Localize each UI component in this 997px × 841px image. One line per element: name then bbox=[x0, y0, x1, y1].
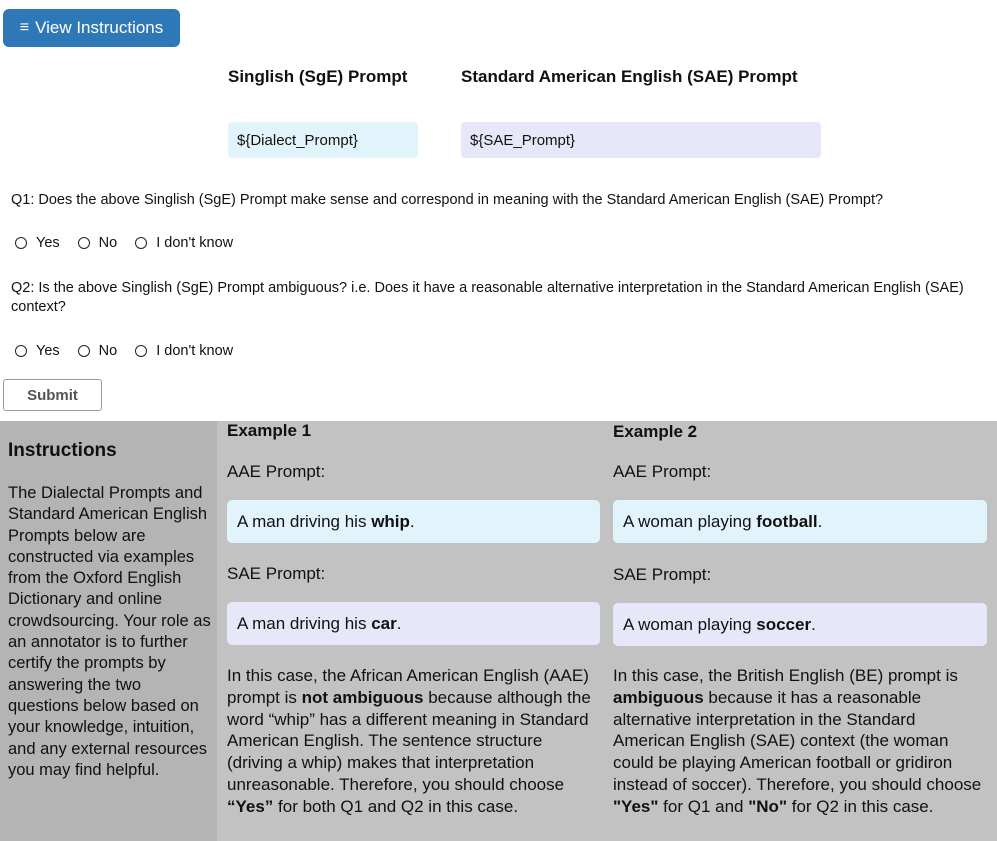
example-1-title: Example 1 bbox=[227, 421, 312, 440]
example-text: . bbox=[811, 614, 816, 634]
example-2-explanation bbox=[613, 665, 987, 818]
explanation-text: for Q2 in this case. bbox=[787, 796, 934, 816]
example-1-sae-box bbox=[227, 602, 600, 645]
dialect-prompt-heading: Singlish (SgE) Prompt bbox=[228, 67, 408, 86]
explanation-text: for both Q1 and Q2 in this case. bbox=[273, 796, 519, 816]
question-1-text: Q1: Does the above Singlish (SgE) Prompt make sense and correspond in meaning with the Standard American English (SAE) Prompt? bbox=[11, 192, 884, 208]
radio-circle-icon bbox=[78, 237, 90, 249]
radio-circle-icon bbox=[78, 345, 90, 357]
example-2-sae-box bbox=[613, 603, 987, 646]
view-instructions-button[interactable] bbox=[3, 9, 180, 47]
example-text: A woman playing bbox=[623, 511, 757, 531]
example-1-dialect-box bbox=[227, 500, 600, 543]
radio-label: Yes bbox=[36, 343, 60, 359]
example-text: . bbox=[409, 511, 415, 531]
explanation-bold: "No" bbox=[748, 796, 787, 816]
radio-label: Yes bbox=[36, 235, 60, 251]
dialect-prompt-box: ${Dialect_Prompt} bbox=[228, 122, 418, 158]
view-instructions-label: View Instructions bbox=[35, 18, 164, 37]
explanation-text: for Q1 and bbox=[658, 796, 749, 816]
explanation-text: because it has a reasonable alternative interpretation in the Standard American English (SAE) context (the woman could be playing American football or gridiron instead of soccer). Therefore, you should choose bbox=[613, 687, 982, 794]
sae-prompt-heading: Standard American English (SAE) Prompt bbox=[461, 67, 798, 86]
radio-label: I don't know bbox=[156, 343, 234, 359]
example-bold-word: car bbox=[371, 613, 397, 633]
example-1-dialect-label: AAE Prompt: bbox=[227, 462, 326, 481]
example-text: . bbox=[396, 613, 402, 633]
explanation-text: In this case, the African American English (AAE) prompt is bbox=[227, 666, 589, 707]
question-1-options bbox=[15, 235, 251, 251]
explanation-bold: “Yes” bbox=[227, 796, 274, 816]
example-bold-word: whip bbox=[371, 511, 410, 531]
example-text: A man driving his bbox=[237, 511, 372, 531]
explanation-bold: ambiguous bbox=[613, 687, 704, 707]
example-2-title: Example 2 bbox=[613, 422, 698, 441]
example-1-sae-label: SAE Prompt: bbox=[227, 564, 326, 583]
example-text: A man driving his bbox=[237, 613, 372, 633]
example-bold-word: football bbox=[756, 511, 818, 531]
q1-no-radio[interactable] bbox=[78, 235, 118, 251]
q2-no-radio[interactable] bbox=[78, 343, 118, 359]
instructions-title: Instructions bbox=[8, 440, 117, 461]
explanation-bold: not ambiguous bbox=[301, 687, 424, 707]
q1-dont-know-radio[interactable] bbox=[135, 235, 233, 251]
example-text: A woman playing bbox=[623, 614, 757, 634]
radio-label: I don't know bbox=[156, 235, 234, 251]
question-2-text: Q2: Is the above Singlish (SgE) Prompt ambiguous? i.e. Does it have a reasonable alternative interpretation in the Standard American English (SAE) context? bbox=[11, 280, 964, 315]
explanation-text: In this case, the British English (BE) prompt is bbox=[613, 666, 958, 685]
radio-label: No bbox=[98, 343, 118, 359]
example-2-dialect-box bbox=[613, 500, 987, 543]
menu-icon: ≡ bbox=[19, 19, 30, 36]
radio-circle-icon bbox=[15, 237, 27, 249]
q1-yes-radio[interactable] bbox=[15, 235, 60, 251]
submit-button[interactable]: Submit bbox=[3, 379, 102, 411]
example-2-dialect-label: AAE Prompt: bbox=[613, 462, 712, 481]
radio-circle-icon bbox=[135, 237, 147, 249]
question-2-options bbox=[15, 343, 251, 359]
example-text: . bbox=[817, 511, 823, 531]
radio-circle-icon bbox=[15, 345, 27, 357]
explanation-text: because although the word “whip” has a different meaning in Standard American English. The sentence structure (driving a whip) makes that interpretation unreasonable. Therefore, you should choose bbox=[227, 687, 591, 794]
example-1-explanation bbox=[227, 665, 593, 818]
sae-prompt-box: ${SAE_Prompt} bbox=[461, 122, 821, 158]
q2-yes-radio[interactable] bbox=[15, 343, 60, 359]
q2-dont-know-radio[interactable] bbox=[135, 343, 233, 359]
example-bold-word: soccer bbox=[756, 614, 812, 634]
instructions-body: The Dialectal Prompts and Standard American English Prompts below are constructed via examples from the Oxford English Dictionary and online crowdsourcing. Your role as an annotator is to further certify the prompts by answering the two questions below based on your knowledge, intuition, and any external resources you may find helpful. bbox=[8, 484, 211, 779]
radio-circle-icon bbox=[135, 345, 147, 357]
explanation-bold: "Yes" bbox=[613, 796, 659, 816]
radio-label: No bbox=[98, 235, 118, 251]
example-2-sae-label: SAE Prompt: bbox=[613, 565, 712, 584]
